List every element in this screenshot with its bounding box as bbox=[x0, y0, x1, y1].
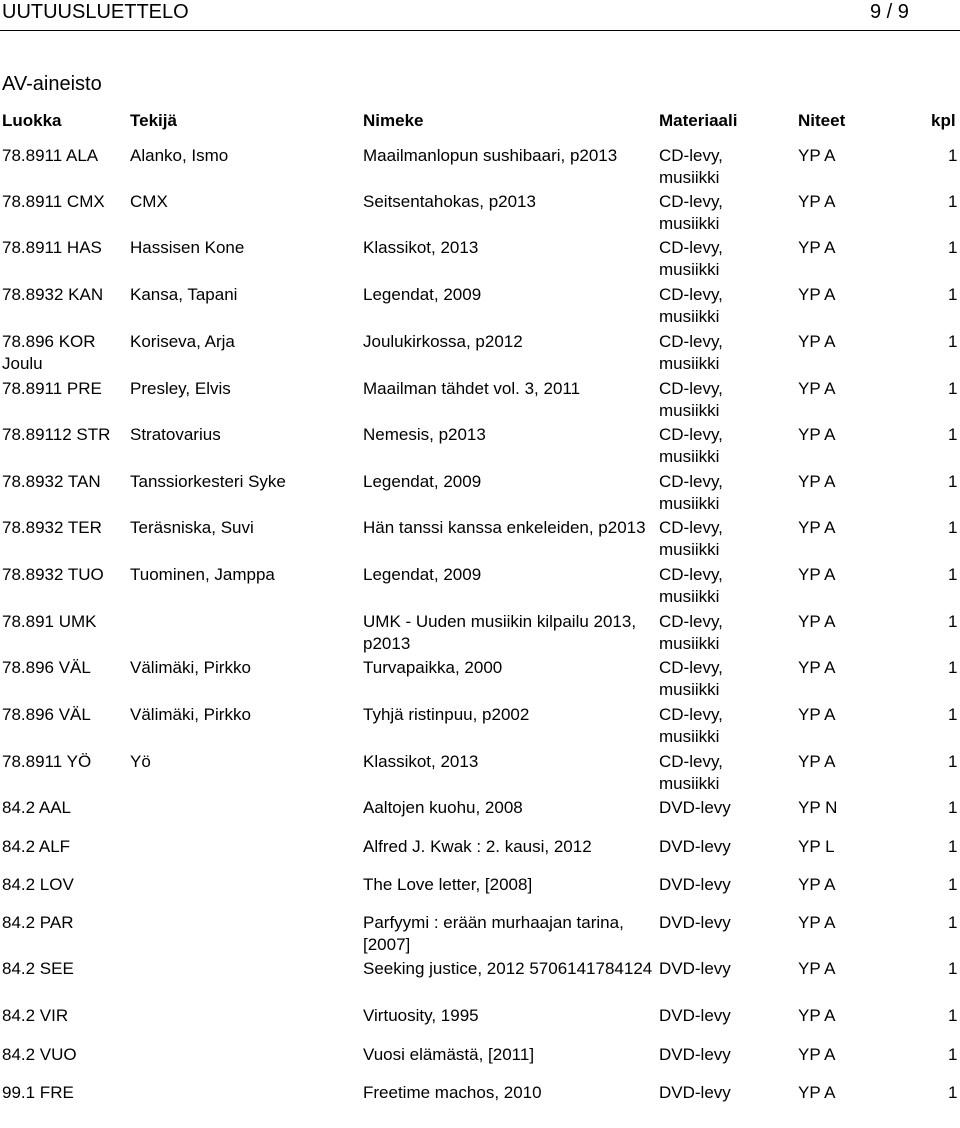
cell-materiaali: DVD-levy bbox=[659, 837, 731, 856]
cell-kpl: 1 bbox=[948, 332, 958, 351]
table-row bbox=[0, 284, 960, 330]
table-row bbox=[0, 958, 960, 1004]
cell-materiaali: CD-levy, musiikki bbox=[659, 146, 723, 187]
cell-niteet: YP A bbox=[798, 1045, 836, 1064]
cell-luokka: 78.891 UMK bbox=[2, 612, 97, 631]
table-row bbox=[0, 517, 960, 563]
table-row bbox=[0, 611, 960, 657]
cell-niteet: YP L bbox=[798, 837, 835, 856]
cell-nimeke: Hän tanssi kanssa enkeleiden, p2013 bbox=[363, 518, 646, 537]
cell-materiaali: CD-levy, musiikki bbox=[659, 752, 723, 793]
cell-tekija: Kansa, Tapani bbox=[130, 285, 238, 304]
cell-materiaali: DVD-levy bbox=[659, 1006, 731, 1025]
cell-luokka: 78.8911 YÖ bbox=[2, 752, 92, 771]
table-row bbox=[0, 331, 960, 377]
cell-tekija: Välimäki, Pirkko bbox=[130, 705, 251, 724]
cell-luokka: 78.896 VÄL bbox=[2, 705, 91, 724]
cell-luokka: 78.896 KOR Joulu bbox=[2, 332, 96, 373]
cell-materiaali: CD-levy, musiikki bbox=[659, 332, 723, 373]
cell-nimeke: Parfyymi : erään murhaajan tarina, [2007] bbox=[363, 913, 624, 954]
cell-materiaali: DVD-levy bbox=[659, 1083, 731, 1102]
cell-tekija: Hassisen Kone bbox=[130, 238, 245, 257]
cell-kpl: 1 bbox=[948, 192, 958, 211]
table-row bbox=[0, 424, 960, 470]
cell-materiaali: DVD-levy bbox=[659, 959, 731, 978]
cell-nimeke: Joulukirkossa, p2012 bbox=[363, 332, 523, 351]
page-number: 9 / 9 bbox=[870, 1, 909, 23]
cell-nimeke: Seitsentahokas, p2013 bbox=[363, 192, 536, 211]
table-row bbox=[0, 657, 960, 703]
cell-materiaali: CD-levy, musiikki bbox=[659, 285, 723, 326]
header-divider bbox=[0, 30, 960, 31]
cell-luokka: 78.8932 TAN bbox=[2, 472, 101, 491]
cell-materiaali: CD-levy, musiikki bbox=[659, 379, 723, 420]
cell-materiaali: CD-levy, musiikki bbox=[659, 472, 723, 513]
cell-nimeke: Freetime machos, 2010 bbox=[363, 1083, 542, 1102]
cell-niteet: YP A bbox=[798, 518, 836, 537]
cell-luokka: 84.2 SEE bbox=[2, 959, 74, 978]
cell-tekija: Välimäki, Pirkko bbox=[130, 658, 251, 677]
table-row bbox=[0, 145, 960, 191]
cell-kpl: 1 bbox=[948, 798, 958, 817]
cell-kpl: 1 bbox=[948, 518, 958, 537]
cell-nimeke: Turvapaikka, 2000 bbox=[363, 658, 503, 677]
cell-kpl: 1 bbox=[948, 705, 958, 724]
cell-tekija: Tanssiorkesteri Syke bbox=[130, 472, 286, 491]
table-row bbox=[0, 237, 960, 283]
cell-niteet: YP A bbox=[798, 146, 836, 165]
cell-niteet: YP A bbox=[798, 192, 836, 211]
cell-materiaali: CD-levy, musiikki bbox=[659, 192, 723, 233]
cell-kpl: 1 bbox=[948, 612, 958, 631]
cell-nimeke: Seeking justice, 2012 5706141784124 bbox=[363, 959, 653, 978]
table-row bbox=[0, 471, 960, 517]
cell-kpl: 1 bbox=[948, 238, 958, 257]
cell-materiaali: DVD-levy bbox=[659, 875, 731, 894]
column-header-materiaali: Materiaali bbox=[659, 111, 738, 130]
cell-kpl: 1 bbox=[948, 875, 958, 894]
cell-nimeke: Virtuosity, 1995 bbox=[363, 1006, 479, 1025]
section-title: AV-aineisto bbox=[2, 73, 102, 95]
cell-tekija: Alanko, Ismo bbox=[130, 146, 229, 165]
cell-niteet: YP A bbox=[798, 959, 836, 978]
cell-nimeke: Klassikot, 2013 bbox=[363, 238, 479, 257]
cell-luokka: 78.8932 TER bbox=[2, 518, 102, 537]
cell-materiaali: DVD-levy bbox=[659, 798, 731, 817]
cell-niteet: YP N bbox=[798, 798, 838, 817]
table-row bbox=[0, 564, 960, 610]
cell-nimeke: Klassikot, 2013 bbox=[363, 752, 479, 771]
cell-niteet: YP A bbox=[798, 565, 836, 584]
table-row bbox=[0, 704, 960, 750]
cell-luokka: 84.2 PAR bbox=[2, 913, 74, 932]
cell-niteet: YP A bbox=[798, 472, 836, 491]
cell-kpl: 1 bbox=[948, 425, 958, 444]
cell-nimeke: Aaltojen kuohu, 2008 bbox=[363, 798, 523, 817]
cell-luokka: 84.2 ALF bbox=[2, 837, 71, 856]
cell-tekija: Stratovarius bbox=[130, 425, 221, 444]
cell-materiaali: CD-levy, musiikki bbox=[659, 612, 723, 653]
cell-luokka: 78.8932 KAN bbox=[2, 285, 104, 304]
cell-kpl: 1 bbox=[948, 1006, 958, 1025]
table-row bbox=[0, 191, 960, 237]
cell-kpl: 1 bbox=[948, 472, 958, 491]
cell-luokka: 78.8911 CMX bbox=[2, 192, 105, 211]
cell-niteet: YP A bbox=[798, 658, 836, 677]
cell-kpl: 1 bbox=[948, 959, 958, 978]
cell-niteet: YP A bbox=[798, 752, 836, 771]
cell-niteet: YP A bbox=[798, 238, 836, 257]
cell-materiaali: DVD-levy bbox=[659, 1045, 731, 1064]
cell-nimeke: Tyhjä ristinpuu, p2002 bbox=[363, 705, 530, 724]
cell-niteet: YP A bbox=[798, 1006, 836, 1025]
column-header-luokka: Luokka bbox=[2, 111, 62, 130]
column-header-nimeke: Nimeke bbox=[363, 111, 424, 130]
column-header-kpl: kpl bbox=[931, 111, 956, 130]
cell-niteet: YP A bbox=[798, 379, 836, 398]
cell-luokka: 84.2 VUO bbox=[2, 1045, 77, 1064]
cell-niteet: YP A bbox=[798, 705, 836, 724]
cell-kpl: 1 bbox=[948, 379, 958, 398]
cell-tekija: CMX bbox=[130, 192, 168, 211]
cell-nimeke: Legendat, 2009 bbox=[363, 285, 482, 304]
cell-luokka: 78.896 VÄL bbox=[2, 658, 91, 677]
table-row bbox=[0, 1082, 960, 1128]
cell-materiaali: CD-levy, musiikki bbox=[659, 518, 723, 559]
cell-nimeke: Legendat, 2009 bbox=[363, 472, 482, 491]
cell-niteet: YP A bbox=[798, 332, 836, 351]
cell-tekija: Teräsniska, Suvi bbox=[130, 518, 254, 537]
cell-luokka: 84.2 VIR bbox=[2, 1006, 69, 1025]
cell-materiaali: CD-levy, musiikki bbox=[659, 238, 723, 279]
cell-kpl: 1 bbox=[948, 1045, 958, 1064]
cell-niteet: YP A bbox=[798, 612, 836, 631]
cell-nimeke: Legendat, 2009 bbox=[363, 565, 482, 584]
cell-niteet: YP A bbox=[798, 875, 836, 894]
table-row bbox=[0, 378, 960, 424]
cell-luokka: 78.8911 PRE bbox=[2, 379, 102, 398]
cell-niteet: YP A bbox=[798, 913, 836, 932]
cell-niteet: YP A bbox=[798, 425, 836, 444]
cell-luokka: 84.2 AAL bbox=[2, 798, 72, 817]
cell-kpl: 1 bbox=[948, 658, 958, 677]
cell-kpl: 1 bbox=[948, 837, 958, 856]
cell-nimeke: Maailman tähdet vol. 3, 2011 bbox=[363, 379, 581, 398]
cell-materiaali: CD-levy, musiikki bbox=[659, 658, 723, 699]
cell-nimeke: The Love letter, [2008] bbox=[363, 875, 533, 894]
cell-niteet: YP A bbox=[798, 285, 836, 304]
cell-luokka: 78.8911 HAS bbox=[2, 238, 102, 257]
cell-kpl: 1 bbox=[948, 752, 958, 771]
table-row bbox=[0, 751, 960, 797]
cell-luokka: 78.8932 TUO bbox=[2, 565, 104, 584]
cell-kpl: 1 bbox=[948, 285, 958, 304]
cell-materiaali: CD-levy, musiikki bbox=[659, 425, 723, 466]
column-header-tekija: Tekijä bbox=[130, 111, 177, 130]
column-header-niteet: Niteet bbox=[798, 111, 846, 130]
cell-luokka: 84.2 LOV bbox=[2, 875, 74, 894]
cell-materiaali: CD-levy, musiikki bbox=[659, 565, 723, 606]
cell-tekija: Tuominen, Jamppa bbox=[130, 565, 275, 584]
cell-nimeke: Vuosi elämästä, [2011] bbox=[363, 1045, 535, 1064]
table-row bbox=[0, 912, 960, 958]
cell-tekija: Koriseva, Arja bbox=[130, 332, 235, 351]
cell-niteet: YP A bbox=[798, 1083, 836, 1102]
cell-tekija: Presley, Elvis bbox=[130, 379, 231, 398]
cell-kpl: 1 bbox=[948, 146, 958, 165]
cell-luokka: 99.1 FRE bbox=[2, 1083, 74, 1102]
cell-kpl: 1 bbox=[948, 565, 958, 584]
page-title: UUTUUSLUETTELO bbox=[2, 1, 189, 23]
cell-tekija: Yö bbox=[130, 752, 151, 771]
cell-materiaali: CD-levy, musiikki bbox=[659, 705, 723, 746]
cell-nimeke: Maailmanlopun sushibaari, p2013 bbox=[363, 146, 618, 165]
cell-kpl: 1 bbox=[948, 1083, 958, 1102]
cell-materiaali: DVD-levy bbox=[659, 913, 731, 932]
cell-nimeke: UMK - Uuden musiikin kilpailu 2013, p2013 bbox=[363, 612, 637, 653]
cell-luokka: 78.89112 STR bbox=[2, 425, 111, 444]
cell-luokka: 78.8911 ALA bbox=[2, 146, 99, 165]
cell-nimeke: Alfred J. Kwak : 2. kausi, 2012 bbox=[363, 837, 592, 856]
cell-nimeke: Nemesis, p2013 bbox=[363, 425, 486, 444]
cell-kpl: 1 bbox=[948, 913, 958, 932]
